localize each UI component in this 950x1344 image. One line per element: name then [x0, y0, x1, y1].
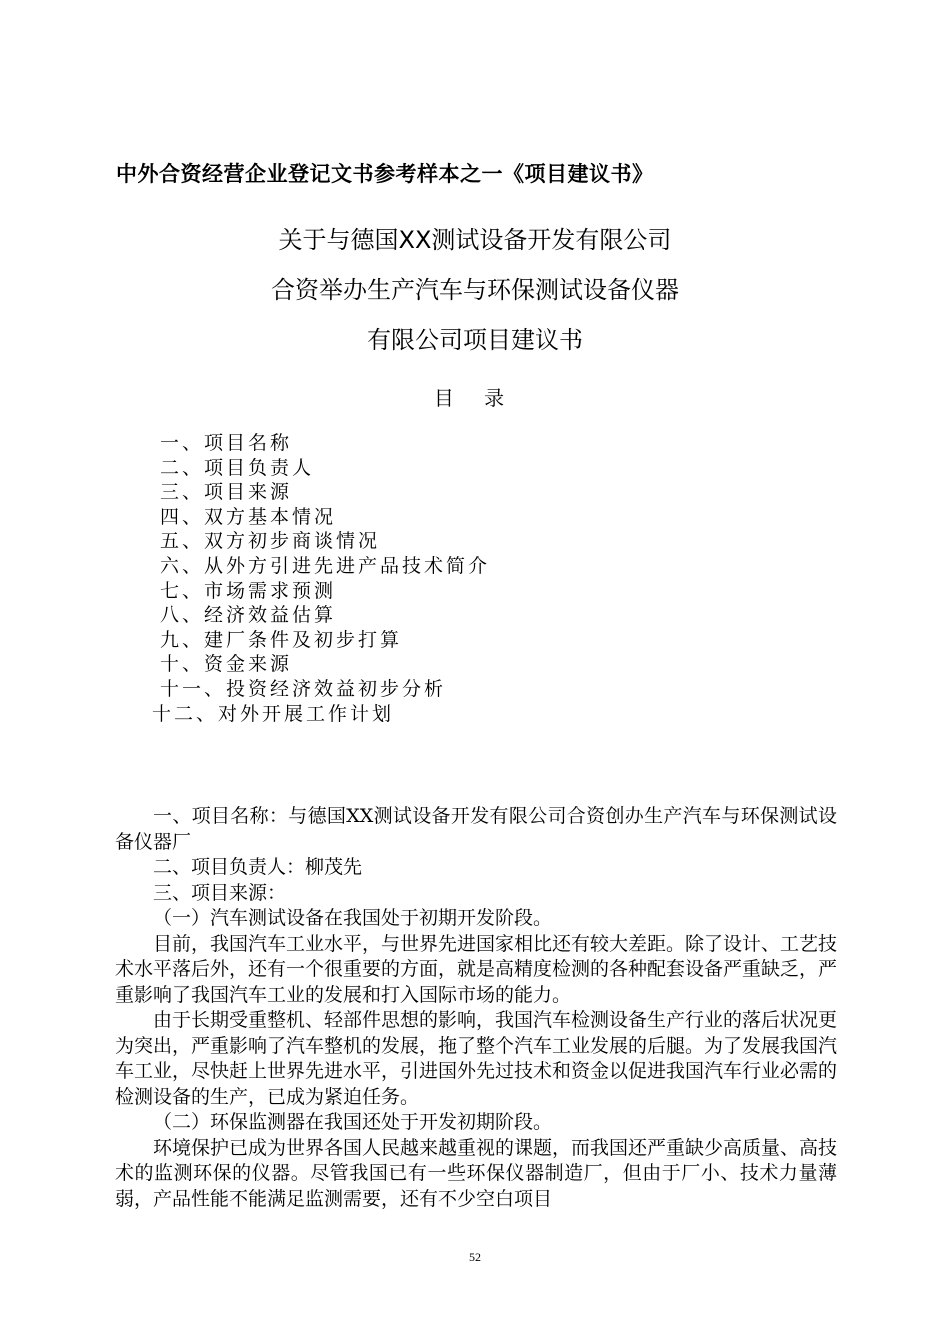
title-line-3: 有限公司项目建议书: [367, 326, 583, 354]
paragraph-project-source: 三、项目来源：: [153, 881, 287, 904]
toc-item: 九、建厂条件及初步打算: [160, 628, 403, 651]
toc-item: 一、项目名称: [160, 432, 293, 454]
table-of-contents: [152, 431, 491, 726]
toc-item: 八、经济效益估算: [160, 604, 337, 627]
page-number: 52: [469, 1250, 481, 1264]
paragraph-subheading-2: （二）环保监测器在我国还处于开发初期阶段。: [153, 1111, 553, 1133]
paragraph-subheading-1: （一）汽车测试设备在我国处于初期开发阶段。: [153, 907, 553, 929]
toc-item: 二、项目负责人: [160, 456, 315, 479]
paragraph-project-name: 一、项目名称：与德国XX测试设备开发有限公司合资创办生产汽车与环保测试设备仪器厂: [115, 805, 837, 853]
document-supertitle: 中外合资经营企业登记文书参考样本之一《项目建议书》: [116, 162, 654, 186]
paragraph: 环境保护已成为世界各国人民越来越重视的课题，而我国还严重缺少高质量、高技术的监测环保的仪器。尽管我国已有一些环保仪器制造厂，但由于厂小、技术力量薄弱，产品性能不能满足监测需要，还有不少空白项目: [115, 1136, 838, 1210]
title-line-2: 合资举办生产汽车与环保测试设备仪器: [271, 276, 679, 304]
toc-item: 十、资金来源: [160, 653, 293, 676]
toc-item: 六、从外方引进先进产品技术简介: [160, 554, 491, 577]
paragraph-project-leader: 二、项目负责人：柳茂先: [153, 856, 363, 878]
toc-heading: 目 录: [433, 386, 517, 410]
toc-item: 十一、投资经济效益初步分析: [160, 677, 447, 700]
body-text: [115, 804, 837, 1212]
toc-item: 三、项目来源: [160, 481, 293, 504]
paragraph: 目前，我国汽车工业水平，与世界先进国家相比还有较大差距。除了设计、工艺技术水平落后外，还有一个很重要的方面，就是高精度检测的各种配套设备严重缺乏，严重影响了我国汽车工业的发展和打入国际市场的能力。: [115, 932, 838, 1006]
paragraph: 由于长期受重整机、轻部件思想的影响，我国汽车检测设备生产行业的落后状况更为突出，严重影响了汽车整机的发展，拖了整个汽车工业发展的后腿。为了发展我国汽车工业，尽快赶上世界先进水平，引进国外先过技术和资金以促进我国汽车行业必需的检测设备的生产，已成为紧迫任务。: [115, 1009, 838, 1108]
toc-item: 十二、对外开展工作计划: [152, 702, 395, 725]
title-line-1: 关于与德国XX测试设备开发有限公司: [278, 226, 672, 254]
toc-item: 七、市场需求预测: [160, 579, 337, 602]
toc-item: 五、双方初步商谈情况: [160, 530, 381, 553]
toc-item: 四、双方基本情况: [160, 505, 337, 528]
